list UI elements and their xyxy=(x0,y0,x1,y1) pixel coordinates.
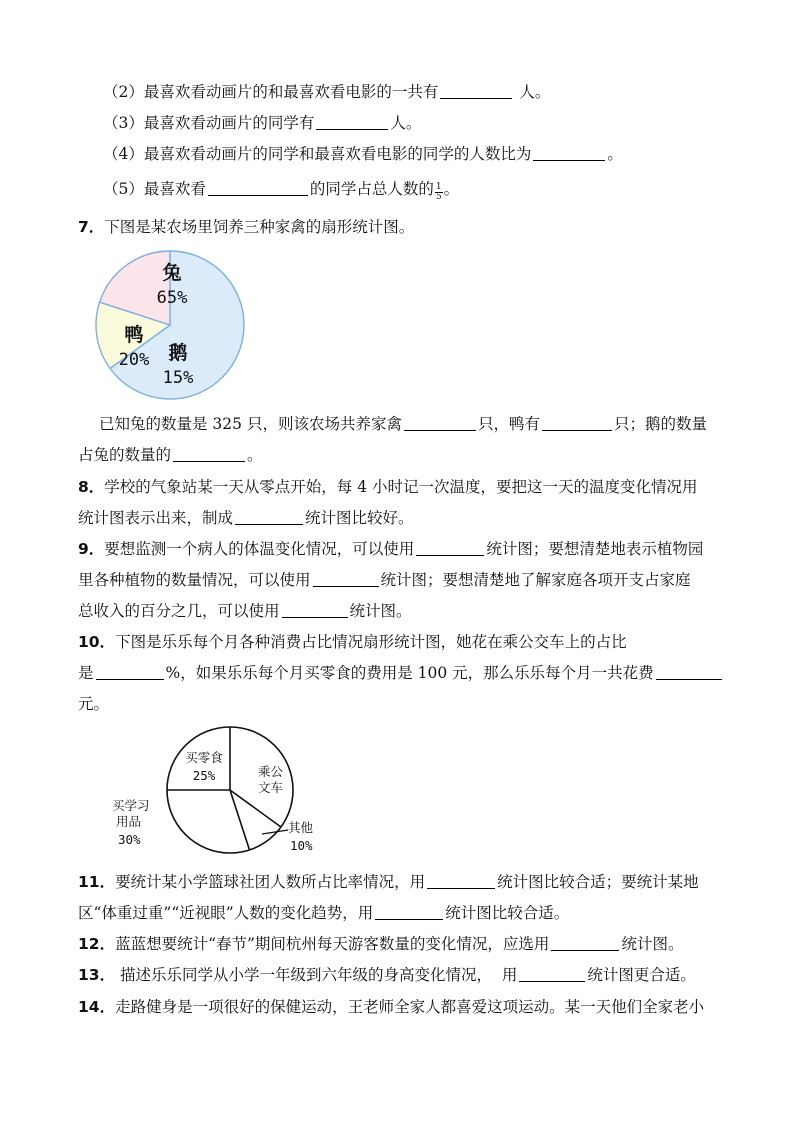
answer-blank[interactable] xyxy=(208,179,308,196)
slice-label: 鸭 xyxy=(124,324,144,346)
slice-percent: 15% xyxy=(162,368,194,388)
slice-label-other: 其他 xyxy=(288,820,314,835)
q6-part5: （5）最喜欢看 的同学占总人数的 $\frac{1}{5}$ 。 xyxy=(103,180,460,202)
answer-blank[interactable] xyxy=(542,414,612,431)
answer-blank[interactable] xyxy=(173,445,245,462)
slice-label-snack: 买零食 xyxy=(185,750,223,765)
q6-part3: （3）最喜欢看动画片的同学有 人。 xyxy=(103,114,422,132)
answer-blank[interactable] xyxy=(282,601,348,618)
poultry-pie-chart xyxy=(90,249,254,405)
q6-part4: （4）最喜欢看动画片的同学和最喜欢看电影的同学的人数比为 。 xyxy=(103,145,623,163)
slice-label: 鹅 xyxy=(168,342,188,364)
q9-line2: 里各种植物的数量情况，可以使用 统计图；要想清楚地了解家庭各项开支占家庭 xyxy=(78,571,691,589)
q11-line2: 区“体重过重”“近视眼”人数的变化趋势，用 统计图比较合适。 xyxy=(78,904,570,922)
slice-label-bus: 乘公 xyxy=(258,764,284,779)
answer-blank[interactable] xyxy=(656,663,722,680)
slice-percent-snack: 25% xyxy=(192,768,216,783)
slice-percent-study: 30% xyxy=(118,832,141,847)
fraction: $\frac{1}{5}$ xyxy=(435,182,442,202)
slice-label-study: 买学习 xyxy=(112,798,150,813)
slice-label: 兔 xyxy=(162,262,182,284)
q7-line2: 占兔的数量的 。 xyxy=(78,446,263,464)
answer-blank[interactable] xyxy=(404,414,476,431)
slice-percent-other: 10% xyxy=(290,838,313,853)
answer-blank[interactable] xyxy=(96,663,164,680)
q9-line3: 总收入的百分之几，可以使用 统计图。 xyxy=(78,602,412,620)
q6-part2: （2）最喜欢看动画片的和最喜欢看电影的一共有 人。 xyxy=(103,83,551,101)
spending-pie-chart xyxy=(104,724,336,858)
answer-blank[interactable] xyxy=(551,934,619,951)
answer-blank[interactable] xyxy=(440,82,512,99)
q8-line2: 统计图表示出来，制成 统计图比较好。 xyxy=(78,509,414,527)
slice-label-study: 用品 xyxy=(116,814,142,829)
q11-line1: 11．要统计某小学篮球社团人数所占比率情况，用 统计图比较合适；要统计某地 xyxy=(78,873,699,891)
answer-blank[interactable] xyxy=(416,539,484,556)
answer-blank[interactable] xyxy=(375,903,443,920)
q7-title: 7．下图是某农场里饲养三种家禽的扇形统计图。 xyxy=(78,218,415,236)
q14-line: 14．走路健身是一项很好的保健运动，王老师全家人都喜爱这项运动。某一天他们全家老小 xyxy=(78,998,705,1016)
q12-line: 12．蓝蓝想要统计“春节”期间杭州每天游客数量的变化情况，应选用 统计图。 xyxy=(78,935,684,953)
q7-line1: 已知兔的数量是 325 只，则该农场共养家禽 只，鸭有 只；鹅的数量 xyxy=(99,415,707,433)
answer-blank[interactable] xyxy=(316,113,388,130)
answer-blank[interactable] xyxy=(427,872,495,889)
answer-blank[interactable] xyxy=(519,965,585,982)
q9-line1: 9．要想监测一个病人的体温变化情况，可以使用 统计图；要想清楚地表示植物园 xyxy=(78,540,704,558)
q10-line3: 元。 xyxy=(78,695,110,713)
q10-line2: 是 %，如果乐乐每个月买零食的费用是 100 元，那么乐乐每个月一共花费 xyxy=(78,662,724,684)
q13-line: 13． 描述乐乐同学从小学一年级到六年级的身高变化情况， 用 统计图更合适。 xyxy=(78,966,696,984)
answer-blank[interactable] xyxy=(313,570,379,587)
q10-line1: 10．下图是乐乐每个月各种消费占比情况扇形统计图，她花在乘公交车上的占比 xyxy=(78,633,627,651)
slice-label-bus: 文车 xyxy=(258,780,284,795)
answer-blank[interactable] xyxy=(235,508,303,525)
q8-line1: 8．学校的气象站某一天从零点开始，每 4 小时记一次温度，要把这一天的温度变化情况用 xyxy=(78,478,698,496)
answer-blank[interactable] xyxy=(533,144,605,161)
slice-percent: 20% xyxy=(118,350,150,370)
slice-percent: 65% xyxy=(156,288,188,308)
